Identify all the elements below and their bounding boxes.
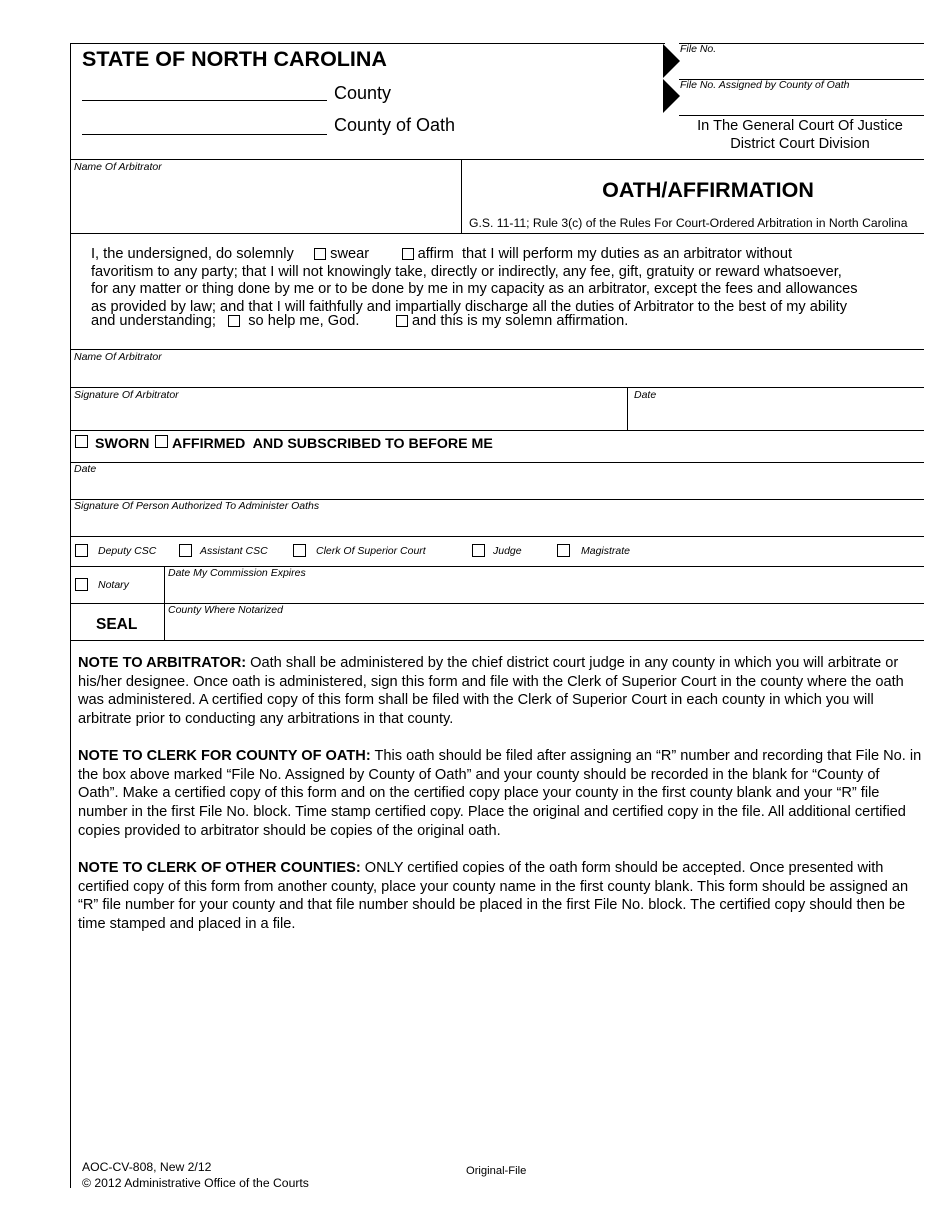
- name-of-arbitrator-field-top[interactable]: [74, 176, 458, 230]
- note-clerk-oath-title: NOTE TO CLERK FOR COUNTY OF OATH:: [78, 748, 371, 764]
- name-of-arbitrator-label-top: Name Of Arbitrator: [74, 161, 162, 173]
- signature-date-field[interactable]: [634, 403, 920, 428]
- solemn-affirmation-label: and this is my solemn affirmation.: [411, 313, 629, 329]
- name-row-top-line: [70, 349, 924, 350]
- signature-authorized-field[interactable]: [74, 515, 920, 535]
- original-file: Original-File: [466, 1165, 527, 1177]
- form-left-border: [70, 43, 71, 1188]
- statute-reference: G.S. 11-11; Rule 3(c) of the Rules For Court-Ordered Arbitration in North Carolina: [469, 216, 908, 230]
- oath-line-5: [91, 313, 923, 331]
- form-title: OATH/AFFIRMATION: [602, 178, 814, 202]
- commission-expires-field[interactable]: [168, 582, 920, 602]
- affirm-checkbox[interactable]: [402, 248, 414, 260]
- clerk-superior-checkbox[interactable]: [293, 544, 306, 557]
- court-line-1: In The General Court Of Justice: [697, 118, 903, 134]
- notary-label: Notary: [98, 579, 129, 591]
- file-no-assigned-bottom-line: [679, 115, 924, 116]
- officer-row-top-line: [70, 536, 924, 537]
- file-no-field[interactable]: [679, 55, 923, 79]
- note-to-clerk-other: [78, 859, 923, 934]
- copyright: © 2012 Administrative Office of the Courts: [82, 1176, 309, 1190]
- county-of-oath-input-line[interactable]: [82, 134, 327, 135]
- signature-of-arbitrator-field[interactable]: [74, 403, 624, 428]
- date2-row-top-line: [70, 462, 924, 463]
- note-clerk-other-text: ONLY certified copies of the oath form should be accepted. Once presented with certified copy of this form from another county, place your county name in the first county blank. This form should be assigned an “R” file number for your county and that file number should be placed in the first File No. block. The certified copy should then be time stamped and placed in a file.: [78, 860, 909, 933]
- affirmed-checkbox[interactable]: [155, 435, 168, 448]
- solemn-affirmation-checkbox[interactable]: [396, 315, 408, 327]
- date2-field[interactable]: [74, 478, 920, 498]
- name-of-arbitrator-label: Name Of Arbitrator: [74, 351, 162, 363]
- note-arbitrator-text: Oath shall be administered by the chief district court judge in any county in which you will arbitrate or his/her designee. Once oath is administered, sign this form and file with the Clerk of Superior Court in the county where the oath was administered. A certified copy of this form shall be filed with the Clerk of Superior Court in each county in which you will arbitrate prior to conducting any arbitrations in that county.: [78, 655, 904, 728]
- oath-line-5-start: and understanding;: [91, 313, 216, 329]
- county-notarized-label: County Where Notarized: [168, 604, 283, 616]
- oath-line-1: [91, 246, 923, 264]
- deputy-csc-label: Deputy CSC: [98, 545, 157, 557]
- oath-line-4: as provided by law; and that I will faithfully and impartially discharge all the duties of Arbitrator to the best of my ability: [91, 298, 848, 315]
- file-no-arrow-icon: [663, 44, 680, 78]
- judge-checkbox[interactable]: [472, 544, 485, 557]
- name-of-arbitrator-field[interactable]: [74, 365, 920, 385]
- sworn-checkbox[interactable]: [75, 435, 88, 448]
- judge-label: Judge: [493, 545, 522, 557]
- note-to-clerk-oath: [78, 747, 923, 841]
- seal-label: SEAL: [96, 616, 138, 633]
- seal-row-bottom-line: [70, 640, 924, 641]
- title-block-bottom-line: [70, 233, 924, 234]
- form-id: AOC-CV-808, New 2/12: [82, 1160, 212, 1174]
- oath-line-1-end: that I will perform my duties as an arbitrator without: [461, 246, 793, 262]
- commission-expires-label: Date My Commission Expires: [168, 567, 306, 579]
- file-no-assigned-field[interactable]: [679, 91, 923, 115]
- title-block-top-line: [70, 159, 924, 160]
- header-top-line: [70, 43, 665, 44]
- oath-line-3: for any matter or thing done by me or to be done by me in my capacity as an arbitrator, except the fees and allowances: [91, 281, 858, 297]
- note-clerk-other-title: NOTE TO CLERK OF OTHER COUNTIES:: [78, 860, 361, 876]
- note-to-arbitrator: [78, 654, 923, 729]
- note-arbitrator-title: NOTE TO ARBITRATOR:: [78, 655, 247, 671]
- magistrate-label: Magistrate: [581, 545, 631, 557]
- sworn-label: SWORN: [95, 436, 150, 452]
- state-title: STATE OF NORTH CAROLINA: [82, 47, 387, 71]
- swear-checkbox[interactable]: [314, 248, 326, 260]
- notary-checkbox[interactable]: [75, 578, 88, 591]
- county-notarized-field[interactable]: [168, 619, 920, 639]
- so-help-me-checkbox[interactable]: [228, 315, 240, 327]
- court-line-2: District Court Division: [730, 136, 870, 152]
- swear-label: swear: [330, 246, 370, 262]
- signature-authorized-label: Signature Of Person Authorized To Administer Oaths: [74, 500, 320, 512]
- assistant-csc-label: Assistant CSC: [200, 545, 268, 557]
- date2-label: Date: [74, 463, 97, 475]
- oath-line-2: favoritism to any party; that I will not knowingly take, directly or indirectly, any fee, gift, gratuity or reward whatsoever,: [91, 263, 842, 280]
- assistant-csc-checkbox[interactable]: [179, 544, 192, 557]
- file-no-assigned-label: File No. Assigned by County of Oath: [680, 79, 850, 91]
- note-clerk-oath-text: This oath should be filed after assigning an “R” number and recording that File No. in the box above marked “File No. Assigned by County of Oath” and your county should be recorded in the blank for “County of Oath”. Make a certified copy of this form and on the certified copy place your county in the first county blank and your “R” file number in the first File No. block. Time stamp certified copy. Place the original and certified copy in the file. All additional certified copies provided to arbitrator should be copies of the original oath.: [78, 748, 922, 839]
- county-label: County: [334, 83, 392, 103]
- signature-date-divider: [627, 387, 628, 430]
- affirmed-label: AFFIRMED AND SUBSCRIBED TO BEFORE ME: [172, 436, 493, 452]
- deputy-csc-checkbox[interactable]: [75, 544, 88, 557]
- signature-row-bottom-line: [70, 430, 924, 431]
- oath-intro: I, the undersigned, do solemnly: [91, 246, 294, 262]
- county-of-oath-label: County of Oath: [334, 115, 456, 135]
- signature-of-arbitrator-label: Signature Of Arbitrator: [74, 389, 179, 401]
- affirm-label: affirm: [417, 246, 454, 262]
- file-no-assigned-arrow-icon: [663, 79, 680, 113]
- county-input-line[interactable]: [82, 100, 327, 101]
- file-no-label: File No.: [680, 43, 717, 55]
- signature-date-label: Date: [634, 389, 657, 401]
- magistrate-checkbox[interactable]: [557, 544, 570, 557]
- signature-row-top-line: [70, 387, 924, 388]
- clerk-superior-label: Clerk Of Superior Court: [316, 545, 426, 557]
- so-help-me-label: so help me, God.: [248, 313, 360, 329]
